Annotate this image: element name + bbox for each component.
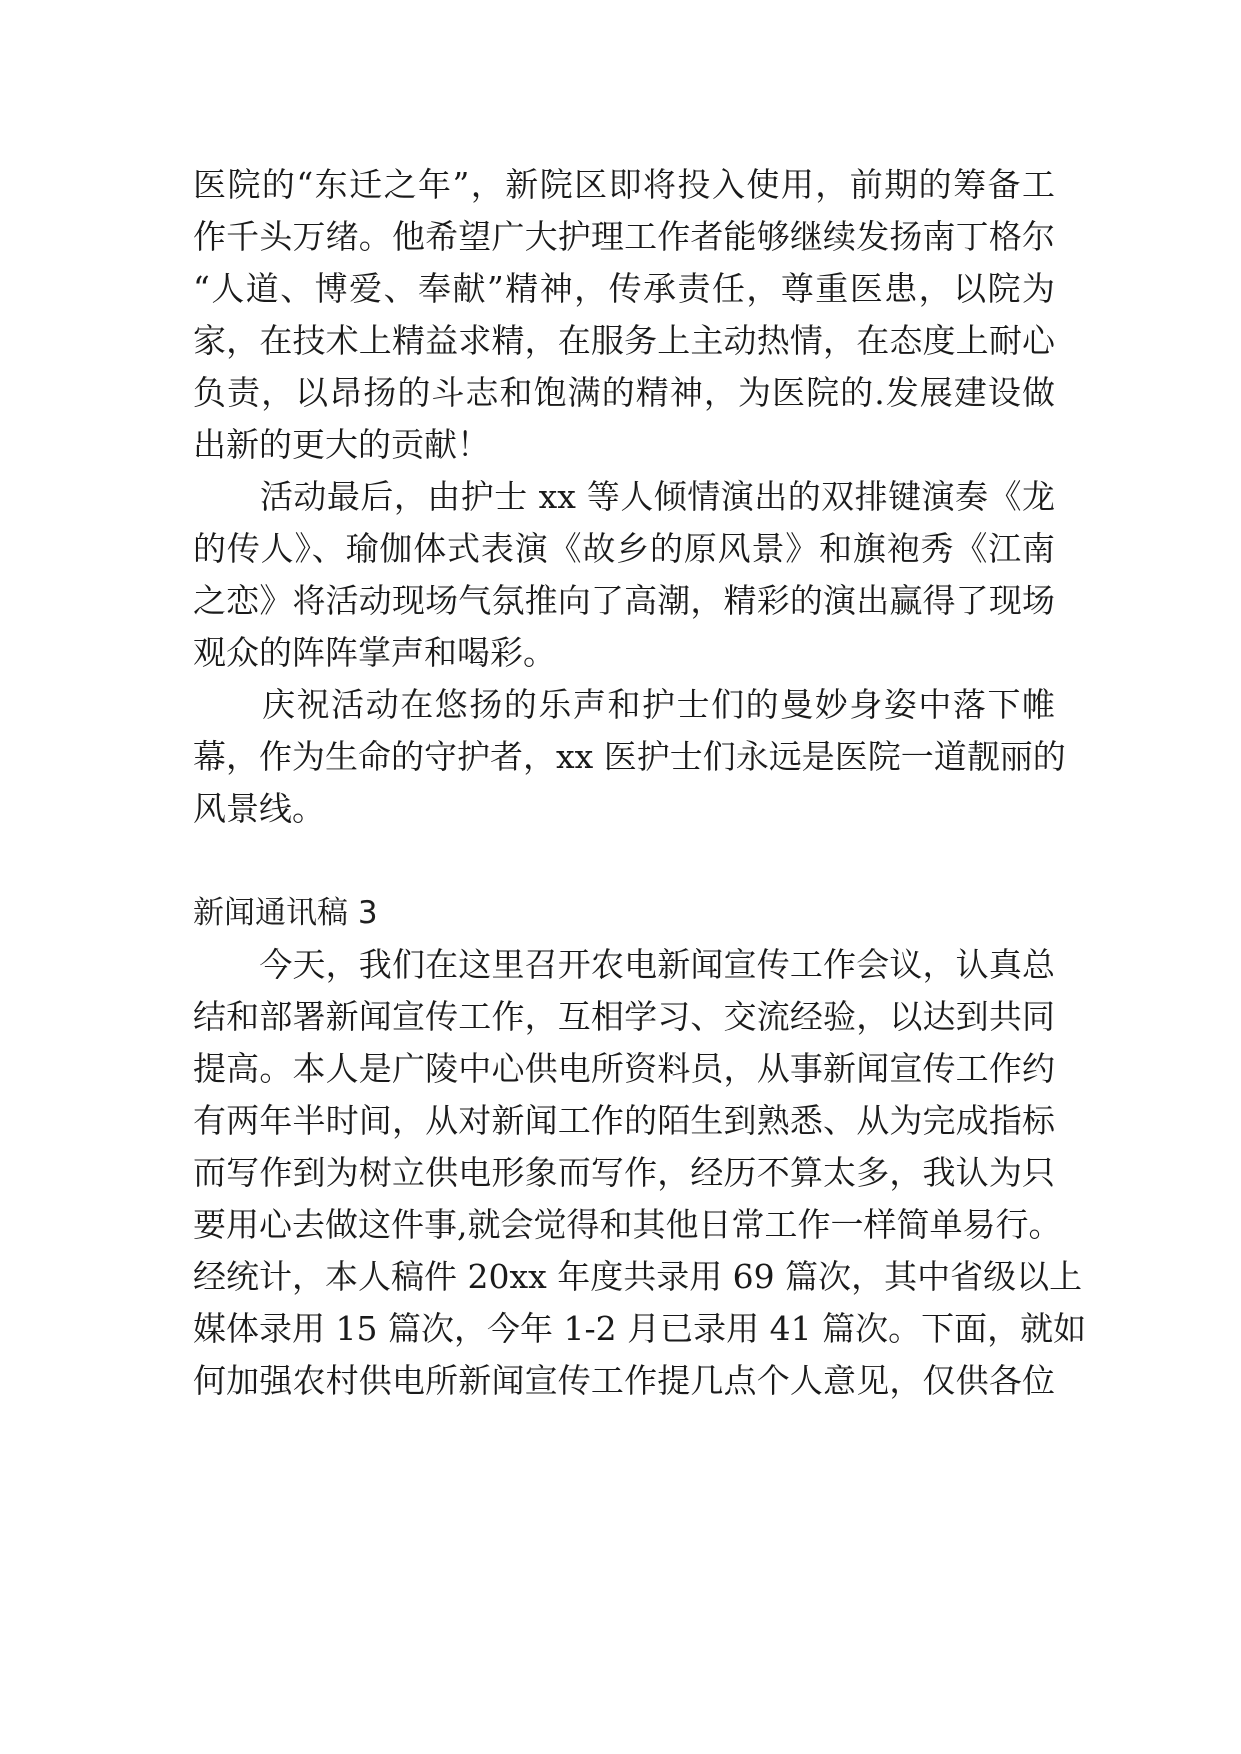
body-line: 结和部署新闻宣传工作，互相学习、交流经验，以达到共同 bbox=[193, 997, 1055, 1036]
body-line: 幕，作为生命的守护者，xx 医护士们永远是医院一道靓丽的 bbox=[193, 737, 1066, 776]
body-line: 出新的更大的贡献！ bbox=[193, 425, 490, 464]
body-line: 医院的“东迁之年”，新院区即将投入使用，前期的筹备工 bbox=[193, 165, 1055, 204]
body-line: 负责，以昂扬的斗志和饱满的精神，为医院的.发展建设做 bbox=[193, 373, 1055, 412]
section-heading: 新闻通讯稿 3 bbox=[193, 895, 378, 931]
body-line: 活动最后，由护士 xx 等人倾情演出的双排键演奏《龙 bbox=[193, 477, 1055, 516]
body-line: 经统计，本人稿件 20xx 年度共录用 69 篇次，其中省级以上 bbox=[193, 1257, 1083, 1296]
body-line: 今天，我们在这里召开农电新闻宣传工作会议，认真总 bbox=[193, 945, 1055, 984]
body-line: 之恋》将活动现场气氛推向了高潮，精彩的演出赢得了现场 bbox=[193, 581, 1055, 620]
body-line: 何加强农村供电所新闻宣传工作提几点个人意见，仅供各位 bbox=[193, 1361, 1055, 1400]
body-line: 而写作到为树立供电形象而写作，经历不算太多，我认为只 bbox=[193, 1153, 1055, 1192]
body-line: 的传人》、瑜伽体式表演《故乡的原风景》和旗袍秀《江南 bbox=[193, 529, 1055, 568]
body-line: 家，在技术上精益求精，在服务上主动热情，在态度上耐心 bbox=[193, 321, 1055, 360]
body-line: “人道、博爱、奉献”精神，传承责任，尊重医患，以院为 bbox=[193, 269, 1055, 308]
document-body bbox=[193, 0, 1087, 1754]
body-line: 作千头万绪。他希望广大护理工作者能够继续发扬南丁格尔 bbox=[193, 217, 1055, 256]
body-line: 媒体录用 15 篇次，今年 1-2 月已录用 41 篇次。下面，就如 bbox=[193, 1309, 1087, 1348]
body-line: 提高。本人是广陵中心供电所资料员，从事新闻宣传工作约 bbox=[193, 1049, 1055, 1088]
body-line: 庆祝活动在悠扬的乐声和护士们的曼妙身姿中落下帷 bbox=[193, 685, 1055, 724]
body-line: 观众的阵阵掌声和喝彩。 bbox=[193, 633, 556, 672]
body-line: 要用心去做这件事,就会觉得和其他日常工作一样简单易行。 bbox=[193, 1205, 1062, 1244]
body-line: 有两年半时间，从对新闻工作的陌生到熟悉、从为完成指标 bbox=[193, 1101, 1055, 1140]
body-line: 风景线。 bbox=[193, 789, 325, 828]
